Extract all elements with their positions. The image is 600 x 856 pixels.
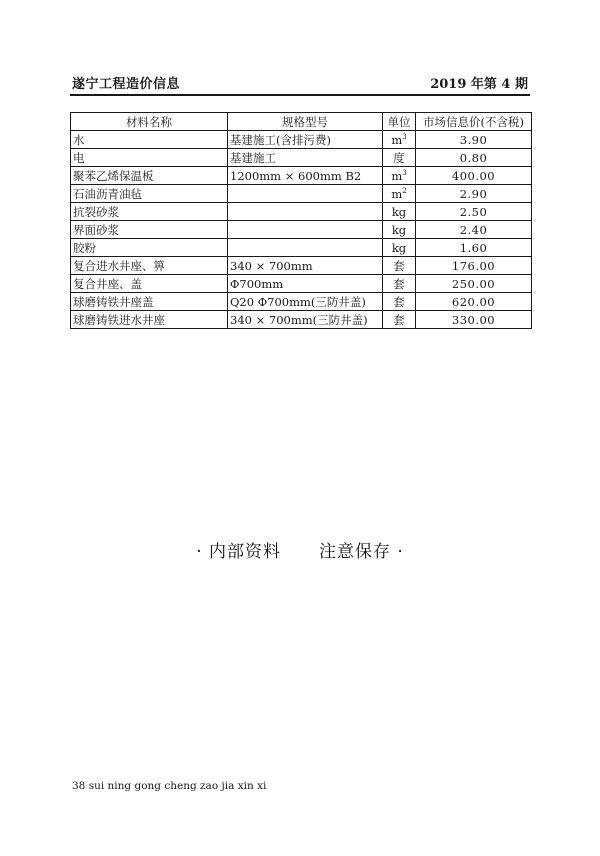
cell-material-name-text: 界面砂浆	[73, 222, 119, 237]
cell-price	[416, 167, 532, 185]
cell-price	[416, 293, 532, 311]
cell-material-name	[71, 311, 228, 329]
header-title: 遂宁工程造价信息	[72, 77, 181, 92]
table-body	[71, 131, 532, 329]
cell-unit-text: 套	[393, 276, 405, 291]
cell-spec-text: 基建施工	[230, 150, 276, 165]
cell-material-name	[71, 131, 228, 149]
table-row	[71, 311, 532, 329]
cell-price-text: 176.00	[451, 258, 496, 273]
cell-price-text: 3.90	[459, 132, 488, 147]
cell-spec	[228, 185, 383, 203]
cell-price-text: 330.00	[451, 312, 496, 327]
cell-material-name	[71, 221, 228, 239]
cell-spec	[228, 221, 383, 239]
cell-spec-text: 340 × 700mm	[230, 258, 313, 273]
cell-spec	[228, 257, 383, 275]
cell-material-name-text: 球磨铸铁井座盖	[73, 294, 154, 309]
notice-right: 注意保存 ·	[319, 542, 404, 562]
table-row	[71, 149, 532, 167]
cell-unit-text: m	[391, 186, 403, 201]
cell-unit	[383, 239, 416, 257]
page-footer: 38 sui ning gong cheng zao jia xin xi	[72, 780, 267, 792]
cell-price	[416, 185, 532, 203]
cell-material-name-text: 复合进水井座、箅	[73, 258, 165, 273]
cell-unit	[383, 257, 416, 275]
cell-unit-text: kg	[391, 240, 407, 255]
cell-price-text: 400.00	[451, 168, 496, 183]
table-row	[71, 221, 532, 239]
table-row	[71, 257, 532, 275]
cell-material-name	[71, 239, 228, 257]
cell-material-name	[71, 293, 228, 311]
cell-material-name-text: 石油沥青油毡	[73, 186, 142, 201]
column-header-unit: 单位	[383, 113, 416, 131]
cell-spec-text: Q20 Φ700mm(三防井盖)	[230, 294, 366, 309]
cell-unit	[383, 221, 416, 239]
table-row	[71, 275, 532, 293]
cell-material-name	[71, 257, 228, 275]
price-table	[70, 112, 532, 329]
table-row	[71, 131, 532, 149]
cell-unit-text: 度	[393, 150, 405, 165]
header-issue: 2019 年第 4 期	[430, 77, 528, 92]
cell-unit-text: m	[391, 168, 403, 183]
cell-price-text: 2.40	[459, 222, 488, 237]
cell-material-name-text: 胶粉	[73, 240, 96, 255]
cell-material-name-text: 电	[73, 150, 85, 165]
cell-unit	[383, 311, 416, 329]
unit-exponent: 2	[402, 186, 407, 195]
cell-price	[416, 275, 532, 293]
cell-unit	[383, 131, 416, 149]
cell-price	[416, 131, 532, 149]
cell-price-text: 2.50	[459, 204, 488, 219]
cell-spec	[228, 311, 383, 329]
cell-material-name	[71, 275, 228, 293]
cell-material-name	[71, 149, 228, 167]
notice-left: · 内部资料	[196, 542, 281, 562]
cell-price	[416, 203, 532, 221]
cell-unit	[383, 203, 416, 221]
cell-spec	[228, 275, 383, 293]
cell-unit-text: 套	[393, 312, 405, 327]
cell-price	[416, 311, 532, 329]
cell-unit	[383, 293, 416, 311]
table-row	[71, 239, 532, 257]
internal-notice	[0, 537, 600, 562]
table-row	[71, 167, 532, 185]
column-header-spec: 规格型号	[228, 113, 383, 131]
cell-spec-text: 1200mm × 600mm B2	[230, 168, 362, 183]
table-row	[71, 185, 532, 203]
cell-material-name-text: 水	[73, 132, 85, 147]
cell-price-text: 0.80	[459, 150, 488, 165]
table-header-row	[71, 113, 532, 131]
cell-price	[416, 221, 532, 239]
cell-material-name	[71, 203, 228, 221]
cell-spec	[228, 293, 383, 311]
column-header-price: 市场信息价(不含税)	[416, 113, 532, 131]
column-header-name: 材料名称	[71, 113, 228, 131]
unit-exponent: 3	[402, 132, 407, 141]
cell-price	[416, 239, 532, 257]
cell-unit-text: 套	[393, 294, 405, 309]
cell-unit	[383, 275, 416, 293]
cell-unit	[383, 149, 416, 167]
cell-unit	[383, 185, 416, 203]
cell-spec	[228, 239, 383, 257]
cell-spec-text: 340 × 700mm(三防井盖)	[230, 312, 368, 327]
cell-price-text: 250.00	[451, 276, 496, 291]
unit-exponent: 3	[402, 168, 407, 177]
cell-spec-text: Φ700mm	[230, 276, 284, 291]
cell-material-name-text: 复合井座、盖	[73, 276, 142, 291]
table-row	[71, 293, 532, 311]
cell-unit-text: kg	[391, 222, 407, 237]
cell-spec	[228, 149, 383, 167]
cell-price-text: 620.00	[451, 294, 496, 309]
cell-material-name-text: 球磨铸铁进水井座	[73, 312, 165, 327]
cell-material-name-text: 抗裂砂浆	[73, 204, 119, 219]
cell-material-name	[71, 167, 228, 185]
cell-unit	[383, 167, 416, 185]
cell-unit-text: m	[391, 132, 403, 147]
cell-price-text: 1.60	[459, 240, 488, 255]
cell-spec-text: 基建施工(含排污费)	[230, 132, 331, 147]
cell-price	[416, 149, 532, 167]
cell-material-name-text: 聚苯乙烯保温板	[73, 168, 154, 183]
table-row	[71, 203, 532, 221]
cell-unit-text: kg	[391, 204, 407, 219]
header-rule	[70, 94, 530, 96]
cell-unit-text: 套	[393, 258, 405, 273]
cell-price	[416, 257, 532, 275]
cell-price-text: 2.90	[459, 186, 488, 201]
cell-material-name	[71, 185, 228, 203]
cell-spec	[228, 167, 383, 185]
cell-spec	[228, 203, 383, 221]
cell-spec	[228, 131, 383, 149]
